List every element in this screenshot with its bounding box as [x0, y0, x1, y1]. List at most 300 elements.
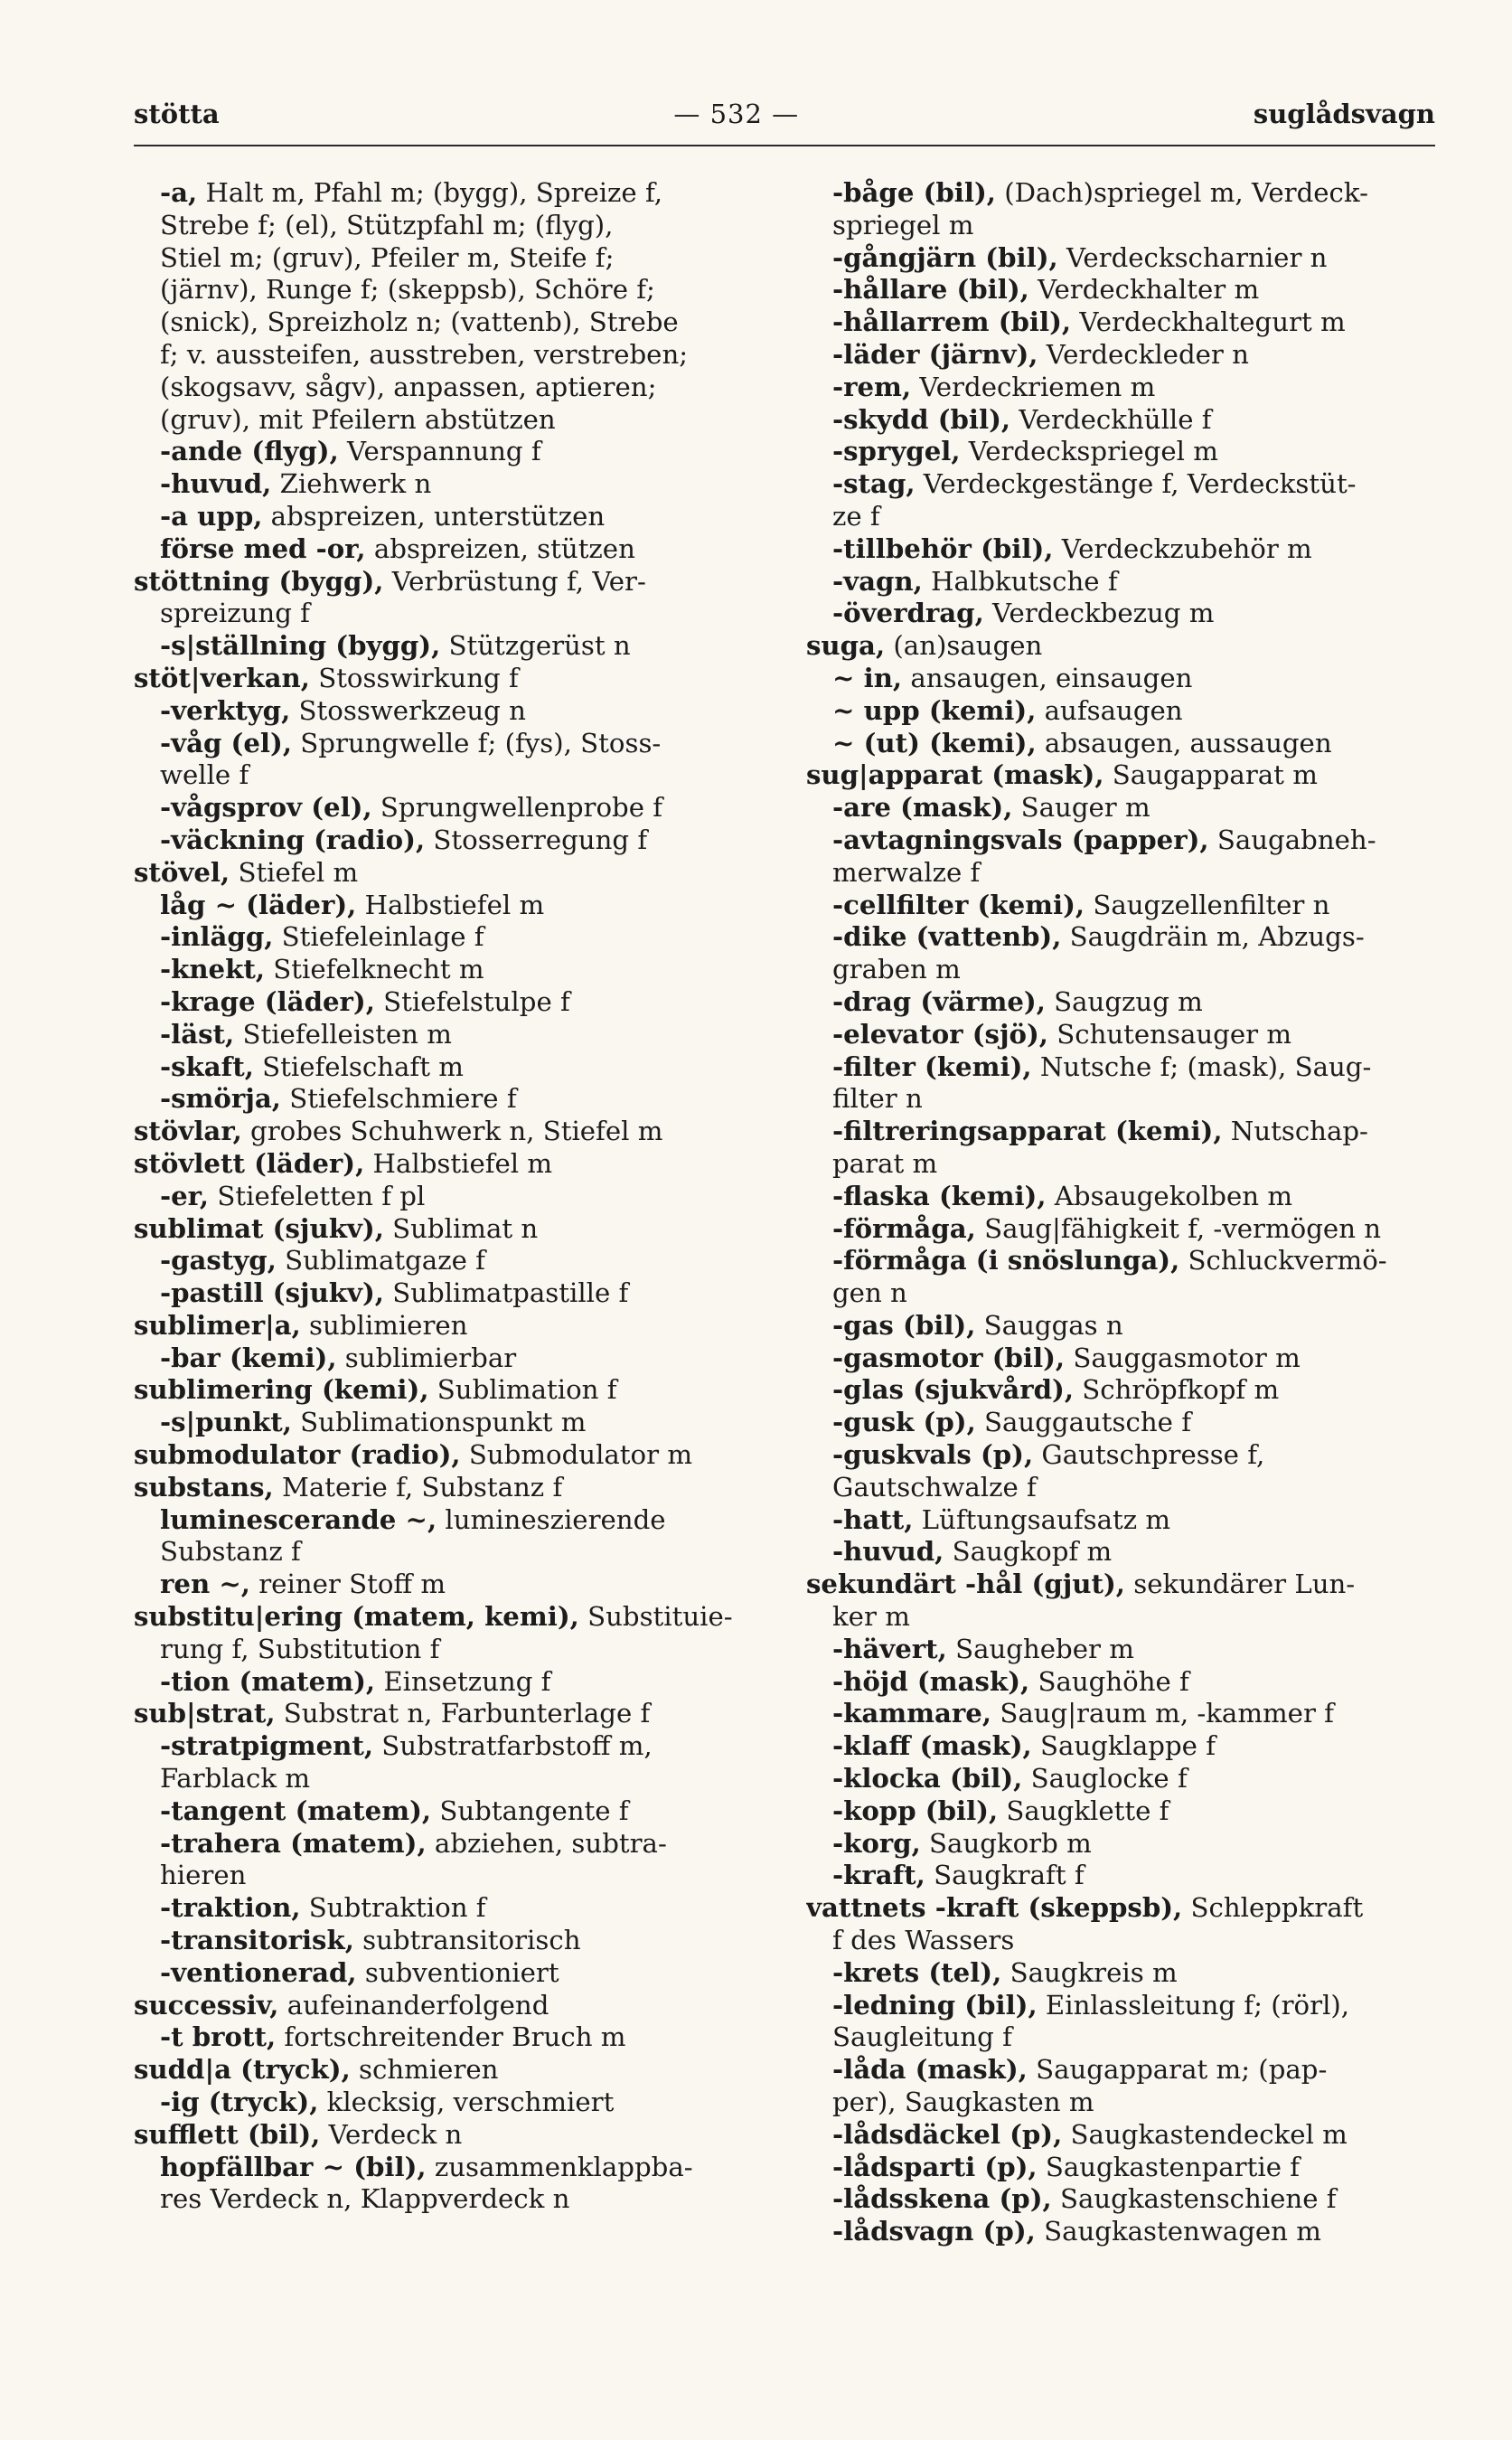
entry-translation: (järnv), Runge f; (skeppsb), Schöre f; — [160, 274, 655, 306]
dictionary-entry — [134, 1569, 766, 1601]
dictionary-entry — [806, 274, 1439, 306]
entry-term: sublimat (sjukv), — [134, 1212, 384, 1244]
entry-term: stöt|verkan, — [134, 662, 310, 693]
entry-translation: ze f — [832, 500, 880, 532]
entry-translation: Sublimationspunkt m — [291, 1407, 587, 1438]
entry-translation: Halbstiefel m — [364, 1147, 553, 1179]
dictionary-entry — [806, 436, 1439, 468]
entry-term: -trahera (matem), — [160, 1827, 427, 1859]
entry-translation: Verdeck n — [320, 2118, 463, 2150]
dictionary-entry — [134, 1019, 766, 1051]
entry-translation: Saugabneh- — [1208, 824, 1376, 855]
entry-translation: Sauglocke f — [1022, 1763, 1188, 1795]
entry-continuation — [134, 404, 766, 437]
entry-continuation — [806, 501, 1439, 533]
entry-term: -väckning (radio), — [160, 824, 426, 855]
entry-translation: Lüftungsaufsatz m — [913, 1503, 1171, 1535]
dictionary-entry — [134, 1666, 766, 1699]
entry-continuation — [806, 1148, 1439, 1181]
dictionary-entry — [806, 2054, 1439, 2087]
dictionary-entry — [134, 436, 766, 468]
dictionary-entry — [806, 1892, 1439, 1925]
entry-translation: Substratfarbstoff m, — [373, 1730, 653, 1762]
entry-term: -båge (bil), — [832, 177, 996, 208]
dictionary-entry — [806, 1504, 1439, 1537]
dictionary-entry — [134, 1439, 766, 1472]
entry-continuation — [806, 1277, 1439, 1310]
entry-translation: sekundärer Lun- — [1124, 1569, 1356, 1600]
entry-translation: subtransitorisch — [353, 1925, 581, 1956]
entry-translation: Halbkutsche f — [922, 565, 1118, 597]
entry-translation: (skogsavv, sågv), anpassen, aptieren; — [160, 371, 657, 402]
entry-translation: Stosserregung f — [425, 824, 648, 855]
entry-term: successiv, — [134, 1989, 279, 2021]
entry-translation: Verdeckgestänge f, Verdeckstüt- — [915, 468, 1357, 500]
entry-term: -gastyg, — [160, 1245, 277, 1277]
entry-translation: Stiefelleisten m — [234, 1018, 452, 1050]
dictionary-entry — [134, 501, 766, 533]
dictionary-entry — [806, 1374, 1439, 1407]
dictionary-entry — [134, 1148, 766, 1181]
entry-term: vattnets -kraft (skeppsb), — [806, 1892, 1183, 1924]
entry-translation: subventioniert — [356, 1956, 559, 1988]
entry-translation: Verdeckzubehör m — [1053, 532, 1312, 564]
entry-translation: sublimierbar — [336, 1342, 517, 1373]
entry-term: -hävert, — [832, 1633, 947, 1664]
entry-term: -smörja, — [160, 1083, 281, 1115]
entry-translation: graben m — [832, 954, 961, 985]
dictionary-entry — [806, 1536, 1439, 1569]
entry-term: -gas (bil), — [832, 1309, 976, 1341]
entry-translation: Halt m, Pfahl m; (bygg), Spreize f, — [197, 177, 663, 208]
entry-translation: parat m — [832, 1147, 938, 1179]
dictionary-entry — [806, 824, 1439, 857]
entry-translation: Saughöhe f — [1029, 1665, 1189, 1697]
entry-term: -höjd (mask), — [832, 1665, 1030, 1697]
entry-term: luminescerande ~, — [160, 1503, 437, 1535]
entry-term: -hållarrem (bil), — [832, 306, 1072, 338]
entry-translation: merwalze f — [832, 856, 981, 888]
entry-term: -krage (läder), — [160, 985, 375, 1017]
entry-term: sub|strat, — [134, 1698, 276, 1729]
entry-translation: Sublimatgaze f — [276, 1245, 485, 1277]
entry-term: -ventionerad, — [160, 1956, 357, 1988]
entry-translation: ker m — [832, 1601, 910, 1633]
entry-translation: abspreizen, stützen — [365, 532, 635, 564]
dictionary-entry — [806, 1763, 1439, 1795]
dictionary-entry — [134, 1310, 766, 1342]
entry-continuation — [134, 242, 766, 275]
entry-continuation — [134, 2183, 766, 2216]
dictionary-entry — [134, 1990, 766, 2022]
entry-continuation — [134, 1536, 766, 1569]
entry-translation: Verdeckhaltegurt m — [1071, 306, 1346, 338]
dictionary-entry — [134, 1213, 766, 1246]
entry-translation: Subtangente f — [431, 1795, 629, 1826]
dictionary-entry — [806, 468, 1439, 501]
header-rule — [134, 145, 1435, 146]
entry-term: -kraft, — [832, 1860, 925, 1891]
entry-term: stövlett (läder), — [134, 1147, 365, 1179]
entry-term: ~ (ut) (kemi), — [832, 727, 1037, 758]
entry-translation: Stiefelknecht m — [265, 954, 484, 985]
entry-translation: aufeinanderfolgend — [278, 1989, 549, 2021]
entry-translation: Verdeckleder n — [1038, 338, 1249, 370]
entry-translation: Submodulator m — [460, 1439, 693, 1471]
entry-term: -drag (värme), — [832, 985, 1046, 1017]
dictionary-entry — [134, 890, 766, 922]
entry-continuation — [134, 210, 766, 242]
dictionary-entry — [806, 1116, 1439, 1148]
dictionary-entry — [806, 1666, 1439, 1699]
header-left-word: stötta — [134, 99, 220, 129]
dictionary-entry — [806, 1051, 1439, 1084]
dictionary-entry — [134, 728, 766, 760]
dictionary-entry — [134, 1957, 766, 1990]
dictionary-entry — [806, 2152, 1439, 2184]
entry-continuation — [134, 339, 766, 372]
entry-term: sekundärt -hål (gjut), — [806, 1569, 1125, 1600]
entry-term: -korg, — [832, 1827, 921, 1859]
dictionary-entry — [134, 1601, 766, 1634]
entry-translation: Stiel m; (gruv), Pfeiler m, Steife f; — [160, 241, 615, 273]
entry-term: submodulator (radio), — [134, 1439, 461, 1471]
entry-translation: res Verdeck n, Klappverdeck n — [160, 2183, 570, 2215]
dictionary-entry — [806, 1860, 1439, 1892]
dictionary-entry — [134, 177, 766, 210]
entry-translation: Nutschap- — [1222, 1116, 1368, 1147]
entry-translation: Saugdräin m, Abzugs- — [1061, 921, 1365, 953]
entry-term: -filter (kemi), — [832, 1050, 1032, 1082]
dictionary-entry — [806, 1569, 1439, 1601]
dictionary-entry — [134, 2119, 766, 2152]
entry-translation: Strebe f; (el), Stützpfahl m; (flyg), — [160, 209, 614, 240]
header-right-word: suglådsvagn — [1253, 99, 1435, 129]
dictionary-entry — [806, 1407, 1439, 1439]
dictionary-entry — [806, 695, 1439, 728]
entry-term: -hatt, — [832, 1503, 914, 1535]
entry-translation: Farblack m — [160, 1763, 311, 1795]
entry-term: suga, — [806, 630, 886, 662]
entry-term: stöttning (bygg), — [134, 565, 384, 597]
right-column — [806, 177, 1439, 2248]
entry-term: -vågsprov (el), — [160, 792, 372, 824]
dictionary-entry — [806, 890, 1439, 922]
entry-term: -lådsdäckel (p), — [832, 2118, 1063, 2150]
entry-continuation — [134, 274, 766, 306]
entry-term: -knekt, — [160, 954, 265, 985]
dictionary-entry — [134, 1277, 766, 1310]
entry-translation: Verdeckscharnier n — [1057, 241, 1328, 273]
dictionary-entry — [134, 921, 766, 954]
entry-translation: Saug|fähigkeit f, -vermögen n — [975, 1212, 1382, 1244]
entry-translation: abspreizen, unterstützen — [262, 500, 606, 532]
entry-term: -er, — [160, 1180, 210, 1211]
entry-continuation — [806, 1925, 1439, 1957]
dictionary-entry — [806, 339, 1439, 372]
entry-term: hopfällbar ~ (bil), — [160, 2151, 427, 2182]
entry-translation: Substituie- — [578, 1601, 733, 1633]
entry-term: -flaska (kemi), — [832, 1180, 1047, 1211]
entry-translation: Verdeckriemen m — [911, 371, 1156, 402]
dictionary-entry — [806, 1342, 1439, 1375]
entry-translation: Saugkastenpartie f — [1037, 2151, 1301, 2182]
page-header — [134, 87, 1435, 141]
entry-translation: Verdeckspriegel m — [960, 436, 1218, 467]
entry-translation: welle f — [160, 759, 249, 791]
entry-term: -förmåga, — [832, 1212, 976, 1244]
entry-term: -gusk (p), — [832, 1407, 976, 1438]
dictionary-entry — [806, 1245, 1439, 1277]
entry-translation: Saug|raum m, -kammer f — [991, 1698, 1334, 1729]
entry-continuation — [134, 1634, 766, 1666]
entry-translation: Sublimation f — [428, 1374, 617, 1406]
dictionary-entry — [806, 566, 1439, 598]
entry-translation: reiner Stoff m — [249, 1569, 446, 1600]
entry-continuation — [134, 598, 766, 630]
entry-term: -läst, — [160, 1018, 235, 1050]
entry-translation: Materie f, Substanz f — [273, 1471, 563, 1503]
entry-term: -ledning (bil), — [832, 1989, 1038, 2021]
entry-translation: Saugkopf m — [944, 1536, 1113, 1568]
entry-translation: Stiefelschaft m — [253, 1050, 464, 1082]
entry-translation: (Dach)spriegel m, Verdeck- — [995, 177, 1368, 208]
entry-translation: Stiefel m — [230, 856, 359, 888]
entry-continuation — [134, 372, 766, 404]
entry-term: -förmåga (i snöslunga), — [832, 1245, 1180, 1277]
entry-translation: Stosswerkzeug n — [290, 694, 526, 726]
entry-translation: ansaugen, einsaugen — [902, 662, 1193, 693]
entry-continuation — [806, 857, 1439, 890]
entry-term: stövlar, — [134, 1116, 242, 1147]
entry-translation: Stiefelschmiere f — [280, 1083, 517, 1115]
dictionary-entry — [806, 1730, 1439, 1763]
entry-translation: hieren — [160, 1860, 247, 1891]
entry-translation: Saugheber m — [946, 1633, 1134, 1664]
dictionary-entry — [134, 695, 766, 728]
entry-translation: aufsaugen — [1036, 694, 1183, 726]
entry-term: ~ upp (kemi), — [832, 694, 1037, 726]
entry-continuation — [134, 759, 766, 792]
entry-translation: Stiefelstulpe f — [374, 985, 570, 1017]
dictionary-entry — [134, 1407, 766, 1439]
entry-translation: Saugapparat m; (pap- — [1027, 2054, 1328, 2086]
dictionary-entry — [134, 2152, 766, 2184]
entry-translation: (an)saugen — [885, 630, 1043, 662]
entry-translation: Schluckvermö- — [1179, 1245, 1387, 1277]
entry-translation: Saugkastenwagen m — [1035, 2216, 1321, 2247]
dictionary-entry — [806, 1213, 1439, 1246]
entry-term: låg ~ (läder), — [160, 889, 357, 920]
dictionary-entry — [134, 1051, 766, 1084]
entry-translation: Substanz f — [160, 1536, 301, 1568]
entry-continuation — [806, 2087, 1439, 2119]
entry-term: -läder (järnv), — [832, 338, 1038, 370]
entry-translation: Verdeckhalter m — [1028, 274, 1260, 306]
dictionary-entry — [806, 1795, 1439, 1828]
entry-translation: absaugen, aussaugen — [1036, 727, 1332, 758]
entry-term: förse med -or, — [160, 532, 366, 564]
dictionary-entry — [134, 1828, 766, 1861]
entry-term: -hållare (bil), — [832, 274, 1029, 306]
dictionary-entry — [134, 1730, 766, 1763]
dictionary-entry — [806, 759, 1439, 792]
entry-continuation — [806, 1083, 1439, 1116]
entry-translation: rung f, Substitution f — [160, 1633, 440, 1664]
entry-translation: schmieren — [350, 2054, 499, 2086]
dictionary-entry — [134, 824, 766, 857]
entry-translation: grobes Schuhwerk n, Stiefel m — [241, 1116, 663, 1147]
entry-term: -stratpigment, — [160, 1730, 374, 1762]
entry-translation: Sprungwelle f; (fys), Stoss- — [292, 727, 662, 758]
entry-term: -pastill (sjukv), — [160, 1277, 384, 1309]
dictionary-entry — [806, 986, 1439, 1019]
entry-translation: (gruv), mit Pfeilern abstützen — [160, 403, 556, 435]
dictionary-entry — [806, 404, 1439, 437]
dictionary-entry — [134, 1472, 766, 1504]
entry-term: -ig (tryck), — [160, 2087, 319, 2118]
entry-translation: klecksig, verschmiert — [318, 2087, 615, 2118]
dictionary-entry — [806, 1957, 1439, 1990]
entry-translation: Sauger m — [1012, 792, 1150, 824]
dictionary-entry — [806, 2183, 1439, 2216]
entry-translation: Sauggautsche f — [975, 1407, 1191, 1438]
dictionary-entry — [134, 1374, 766, 1407]
dictionary-entry — [134, 1245, 766, 1277]
dictionary-entry — [134, 986, 766, 1019]
dictionary-entry — [134, 1892, 766, 1925]
dictionary-entry — [806, 1634, 1439, 1666]
entry-translation: Absaugekolben m — [1046, 1180, 1293, 1211]
entry-term: -transitorisk, — [160, 1925, 354, 1956]
dictionary-entry — [134, 954, 766, 986]
entry-translation: spreizung f — [160, 598, 310, 629]
dictionary-entry — [806, 2119, 1439, 2152]
dictionary-entry — [806, 663, 1439, 695]
entry-term: -bar (kemi), — [160, 1342, 337, 1373]
dictionary-entry — [806, 1181, 1439, 1213]
entry-term: stövel, — [134, 856, 230, 888]
dictionary-entry — [806, 630, 1439, 663]
entry-term: -avtagningsvals (papper), — [832, 824, 1209, 855]
entry-translation: Gautschwalze f — [832, 1471, 1037, 1503]
entry-translation: fortschreitender Bruch m — [276, 2021, 626, 2053]
entry-term: sublimer|a, — [134, 1309, 301, 1341]
entry-translation: Schröpfkopf m — [1074, 1374, 1280, 1406]
dictionary-entry — [806, 242, 1439, 275]
entry-translation: Stützgerüst n — [440, 630, 631, 662]
entry-term: -ande (flyg), — [160, 436, 339, 467]
entry-continuation — [806, 1601, 1439, 1634]
entry-term: -are (mask), — [832, 792, 1013, 824]
dictionary-entry — [134, 1925, 766, 1957]
entry-translation: Halbstiefel m — [356, 889, 545, 920]
entry-translation: Schutensauger m — [1047, 1018, 1292, 1050]
entry-translation: Saugkastenschiene f — [1051, 2183, 1337, 2215]
entry-term: -stag, — [832, 468, 916, 500]
entry-translation: Substrat n, Farbunterlage f — [275, 1698, 651, 1729]
entry-term: -inlägg, — [160, 921, 274, 953]
entry-term: -dike (vattenb), — [832, 921, 1062, 953]
entry-term: substitu|ering (matem, kemi), — [134, 1601, 579, 1633]
entry-term: -a, — [160, 177, 198, 208]
entry-term: -skydd (bil), — [832, 403, 1011, 435]
dictionary-entry — [134, 1342, 766, 1375]
entry-translation: Sublimat n — [383, 1212, 539, 1244]
entry-translation: Stiefeleinlage f — [273, 921, 484, 953]
entry-translation: lumineszierende — [437, 1503, 666, 1535]
entry-term: sufflett (bil), — [134, 2118, 321, 2150]
entry-term: sug|apparat (mask), — [806, 759, 1104, 791]
entry-translation: filter n — [832, 1083, 923, 1115]
entry-term: -lådsvagn (p), — [832, 2216, 1036, 2247]
entry-continuation — [806, 1472, 1439, 1504]
dictionary-entry — [806, 2216, 1439, 2248]
entry-continuation — [806, 2021, 1439, 2054]
entry-translation: Verspannung f — [338, 436, 541, 467]
entry-term: -cellfilter (kemi), — [832, 889, 1085, 920]
entry-term: -elevator (sjö), — [832, 1018, 1048, 1050]
dictionary-entry — [134, 1698, 766, 1730]
entry-translation: Sauggas n — [975, 1309, 1123, 1341]
entry-term: -guskvals (p), — [832, 1439, 1034, 1471]
entry-continuation — [134, 1860, 766, 1892]
dictionary-entry — [806, 728, 1439, 760]
entry-translation: abziehen, subtra- — [426, 1827, 667, 1859]
entry-translation: Verdeckhülle f — [1010, 403, 1212, 435]
entry-term: -tion (matem), — [160, 1665, 376, 1697]
entry-translation: (snick), Spreizholz n; (vattenb), Strebe — [160, 306, 679, 338]
entry-translation: Saugkreis m — [1001, 1956, 1178, 1988]
entry-term: -a upp, — [160, 500, 263, 532]
entry-term: -s|punkt, — [160, 1407, 292, 1438]
entry-term: -traktion, — [160, 1892, 301, 1924]
entry-term: -huvud, — [832, 1536, 944, 1568]
dictionary-entry — [134, 533, 766, 566]
entry-term: -våg (el), — [160, 727, 292, 758]
entry-term: -krets (tel), — [832, 1956, 1002, 1988]
entry-term: -överdrag, — [832, 598, 984, 629]
dictionary-entry — [806, 1698, 1439, 1730]
dictionary-entry — [134, 2054, 766, 2087]
entry-term: -vagn, — [832, 565, 923, 597]
entry-translation: Saugzug m — [1045, 985, 1203, 1017]
entry-term: -klaff (mask), — [832, 1730, 1032, 1762]
dictionary-entry — [134, 663, 766, 695]
entry-translation: Saugkraft f — [925, 1860, 1085, 1891]
entry-term: -lådsparti (p), — [832, 2151, 1038, 2182]
entry-translation: sublimieren — [300, 1309, 468, 1341]
entry-translation: Subtraktion f — [300, 1892, 486, 1924]
entry-continuation — [806, 210, 1439, 242]
entry-term: -tillbehör (bil), — [832, 532, 1054, 564]
dictionary-entry — [806, 533, 1439, 566]
left-column — [134, 177, 766, 2216]
dictionary-entry — [806, 1990, 1439, 2022]
dictionary-entry — [134, 1504, 766, 1537]
entry-translation: Ziehwerk n — [271, 468, 432, 500]
dictionary-entry — [134, 1116, 766, 1148]
entry-term: -tangent (matem), — [160, 1795, 432, 1826]
entry-translation: Sauggasmotor m — [1065, 1342, 1301, 1373]
entry-term: -lådsskena (p), — [832, 2183, 1052, 2215]
entry-translation: Saugklette f — [998, 1795, 1169, 1826]
entry-term: -kopp (bil), — [832, 1795, 999, 1826]
dictionary-entry — [134, 857, 766, 890]
entry-term: -sprygel, — [832, 436, 961, 467]
entry-term: -gångjärn (bil), — [832, 241, 1058, 273]
entry-term: -t brott, — [160, 2021, 277, 2053]
